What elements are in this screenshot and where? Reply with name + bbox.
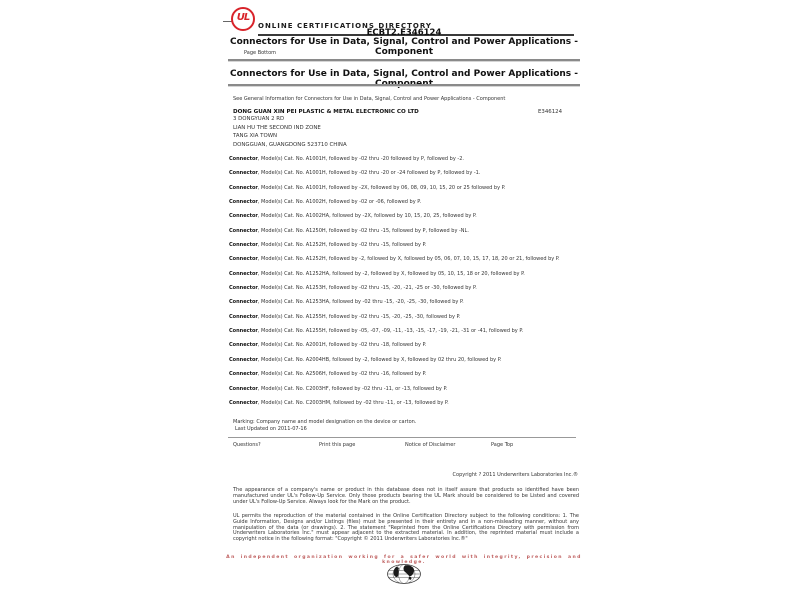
globe-logo-wrap bbox=[228, 563, 580, 589]
connector-record bbox=[229, 181, 589, 195]
connector-record-label: Connector bbox=[229, 356, 258, 363]
connector-record bbox=[229, 166, 589, 180]
connector-record-text: , Model(s) Cat. No. A1001H, followed by -02 thru -20 or -24 followed by P, followed by -1. bbox=[257, 170, 481, 177]
connector-record bbox=[229, 396, 589, 410]
connector-record bbox=[229, 195, 589, 209]
connector-record-text: , Model(s) Cat. No. A1001H, followed by -2X, followed by 06, 08, 09, 10, 15, 20 or 25 followed by P. bbox=[257, 184, 506, 191]
page-top-link[interactable]: Page Top bbox=[491, 442, 514, 448]
questions-link[interactable]: Questions? bbox=[233, 442, 261, 448]
company-block bbox=[233, 109, 577, 149]
page-title: Connectors for Use in Data, Signal, Control and Power Applications - Component bbox=[229, 37, 579, 57]
connector-record-label: Connector bbox=[229, 285, 258, 292]
ul-logo-icon bbox=[231, 7, 255, 31]
connector-record bbox=[229, 238, 589, 252]
connector-record-text: , Model(s) Cat. No. A1253HA, followed by -02 thru -15, -20, -25, -30, followed by P. bbox=[257, 299, 464, 306]
general-info-link[interactable]: Connectors for Use in Data, Signal, Control and Power Applications - Component bbox=[304, 96, 506, 102]
connector-record-label: Connector bbox=[229, 385, 258, 392]
connector-record-label: Connector bbox=[229, 227, 258, 234]
connector-record-text: , Model(s) Cat. No. C2003HM, followed by -02 thru -11, or -13, followed by P. bbox=[257, 399, 449, 406]
ul-logo-text: UL bbox=[236, 12, 250, 23]
connector-record bbox=[229, 295, 589, 309]
connector-record-label: Connector bbox=[229, 313, 258, 320]
globe-icon bbox=[386, 563, 422, 585]
connector-record bbox=[229, 209, 589, 223]
connector-record bbox=[229, 252, 589, 266]
print-page-link[interactable]: Print this page bbox=[319, 442, 356, 448]
connector-record bbox=[229, 382, 589, 396]
directory-title: ONLINE CERTIFICATIONS DIRECTORY bbox=[258, 22, 432, 30]
connector-record bbox=[229, 338, 589, 352]
connector-record-text: , Model(s) Cat. No. A1001H, followed by -02 thru -20 followed by P, followed by -2. bbox=[257, 156, 464, 162]
connector-record-label: Connector bbox=[229, 213, 258, 220]
address-line: TANG XIA TOWN bbox=[233, 133, 278, 140]
page-content bbox=[228, 0, 580, 602]
connector-record-label: Connector bbox=[229, 270, 258, 277]
connector-record bbox=[229, 224, 589, 238]
connector-record-text: , Model(s) Cat. No. A1253H, followed by -02 thru -15, -20, -21, -25 or -30, followed by P. bbox=[257, 285, 477, 292]
divider-section bbox=[228, 84, 580, 87]
company-name: DONG GUAN XIN PEI PLASTIC & METAL ELECTRONIC CO LTD bbox=[233, 109, 419, 115]
connector-record-text: , Model(s) Cat. No. C2003HF, followed by -02 thru -11, or -13, followed by P. bbox=[257, 385, 448, 392]
connector-record bbox=[229, 267, 589, 281]
connector-record-text: , Model(s) Cat. No. A1252H, followed by -2, followed by X, followed by 05, 06, 07, 10, 15, 17, 18, 20 or 21, followed by P. bbox=[257, 256, 560, 263]
connector-record-label: Connector bbox=[229, 156, 258, 162]
last-updated: Last Updated on 2011-07-16 bbox=[235, 426, 307, 432]
connector-record bbox=[229, 281, 589, 295]
connector-record bbox=[229, 353, 589, 367]
legal-paragraph-1: The appearance of a company's name or product in this database does not in itself assure that products so identified have been manufactured under UL's Follow-Up Service. Only those products bearing the UL Mark should be considered to be Listed and covered under UL's Follow-Up Service. Always look for the Mark on the product. bbox=[233, 487, 579, 505]
connector-record bbox=[229, 367, 589, 381]
connector-record-label: Connector bbox=[229, 342, 258, 349]
connector-record-text: , Model(s) Cat. No. A1250H, followed by -02 thru -15, followed by P, followed by -NL. bbox=[257, 227, 469, 234]
connector-record-text: , Model(s) Cat. No. A1252H, followed by -02 thru -15, followed by P. bbox=[257, 242, 427, 249]
divider-footer bbox=[228, 437, 576, 438]
connector-record-label: Connector bbox=[229, 242, 258, 249]
connector-record bbox=[229, 324, 589, 338]
connector-record-label: Connector bbox=[229, 256, 258, 263]
address-line: LIAN HU THE SECOND IND ZONE bbox=[233, 124, 321, 131]
footer-links-row bbox=[233, 442, 585, 448]
connector-record-text: , Model(s) Cat. No. A1255H, followed by -02 thru -15, -20, -25, -30, followed by P. bbox=[257, 313, 461, 320]
connector-record-text: , Model(s) Cat. No. A1252HA, followed by -2, followed by X, followed by 05, 10, 15, 18 or 20, followed by P. bbox=[257, 270, 525, 277]
connector-record-label: Connector bbox=[229, 199, 258, 206]
ul-slogan: An independent organization working for a safer world with integrity, precision and knowledge. bbox=[226, 555, 582, 565]
connector-record-label: Connector bbox=[229, 371, 258, 378]
general-info-line bbox=[233, 96, 505, 102]
connector-record-text: , Model(s) Cat. No. A1002H, followed by -02 or -06, followed by P. bbox=[257, 199, 422, 206]
legal-paragraph-2: UL permits the reproduction of the material contained in the Online Certification Directory subject to the following conditions: 1. The Guide Information, Designs and/or Listings (files) must be presented in their entirety and in a non-misleading manner, without any manipulation of the data (or drawings). 2. The statement "Reprinted from the Online Certifications Directory with permission from Underwriters Laboratories Inc." must appear adjacent to the extracted material. In addition, the reprinted material must include a copyright notice in the following format: "Copyright © 2011 Underwriters Laboratories Inc.®" bbox=[233, 513, 579, 543]
connector-record bbox=[229, 152, 589, 166]
connector-record-text: , Model(s) Cat. No. A2001H, followed by -02 thru -18, followed by P. bbox=[257, 342, 427, 349]
address-line: 3 DONGYUAN 2 RD bbox=[233, 116, 285, 122]
connector-record-text: , Model(s) Cat. No. A2506H, followed by -02 thru -16, followed by P. bbox=[257, 371, 427, 378]
marking-note: Marking: Company name and model designation on the device or carton. bbox=[233, 419, 417, 425]
file-code-heading: ECBT2.E346124 bbox=[366, 28, 442, 38]
copyright-line: Copyright ? 2011 Underwriters Laboratories Inc.® bbox=[452, 472, 578, 478]
file-number-link[interactable]: E346124 bbox=[538, 109, 562, 115]
connector-record bbox=[229, 310, 589, 324]
connector-record-text: , Model(s) Cat. No. A1002HA, followed by -2X, followed by 10, 15, 20, 25, followed by P. bbox=[257, 213, 477, 220]
connector-record-label: Connector bbox=[229, 328, 258, 335]
connector-records-list bbox=[229, 152, 589, 410]
divider-top bbox=[228, 59, 580, 62]
connector-record-text: , Model(s) Cat. No. A1255H, followed by -05, -07, -09, -11, -13, -15, -17, -19, -21, -31 or -41, followed by P. bbox=[257, 328, 524, 335]
address-line: DONGGUAN, GUANGDONG 523710 CHINA bbox=[233, 141, 347, 148]
connector-record-label: Connector bbox=[229, 184, 258, 191]
general-info-prefix: See General Information for bbox=[233, 96, 305, 102]
connector-record-label: Connector bbox=[229, 399, 258, 406]
notice-of-disclaimer-link[interactable]: Notice of Disclaimer bbox=[405, 442, 456, 448]
section-title: Connectors for Use in Data, Signal, Control and Power Applications - Component bbox=[229, 69, 579, 89]
connector-record-label: Connector bbox=[229, 299, 258, 306]
connector-record-label: Connector bbox=[229, 170, 258, 177]
page-bottom-link[interactable]: Page Bottom bbox=[244, 50, 277, 56]
connector-record-text: , Model(s) Cat. No. A2004HB, followed by -2, followed by X, followed by 02 thru 20, followed by P. bbox=[257, 356, 502, 363]
